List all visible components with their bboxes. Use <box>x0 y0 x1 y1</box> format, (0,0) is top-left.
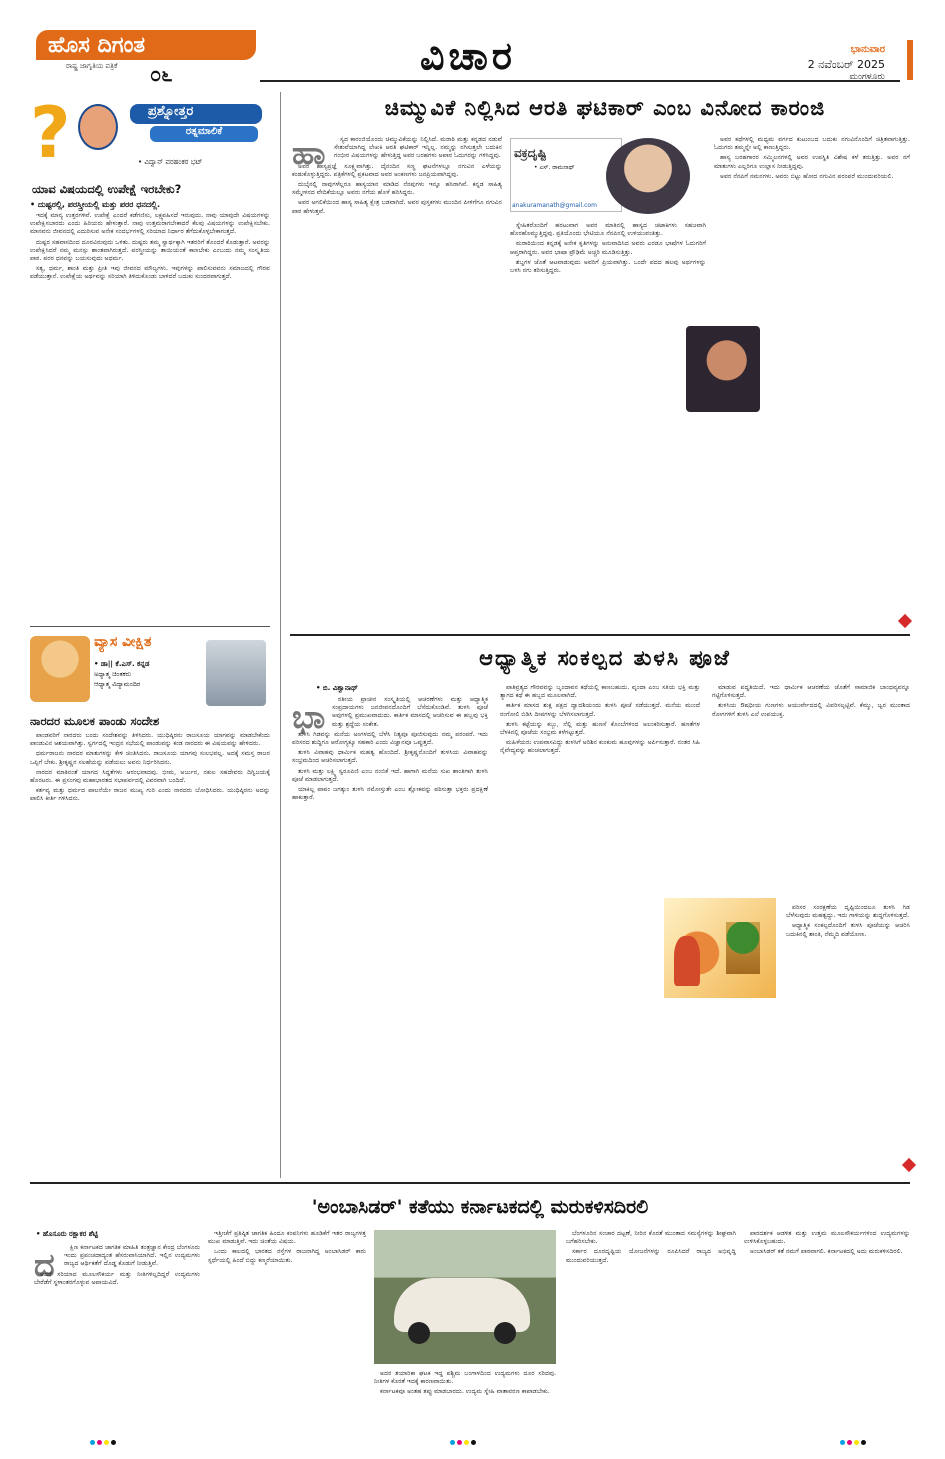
magenta-dot <box>97 1440 102 1445</box>
paragraph: ಹಾಸ್ಯ ಬರಹಗಾರರ ಸಮ್ಮಿಲನಗಳಲ್ಲಿ ಅವರ ಉಪಸ್ಥಿತಿ ವಿಶೇಷ ಕಳೆ ತರುತ್ತಿತ್ತು. ಅವರ ನಗೆ ಮಾತುಗಳು ಎಲ್ಲರಿಗೂ ಉಲ್ಲಾಸ ನೀಡುತ್ತಿದ್ದವು. <box>714 154 910 170</box>
story1-author: • ಎಸ್. ರಾಮನಾಥ್ <box>534 164 575 171</box>
paragraph: ಅದರ ತಯಾರಿಕಾ ಘಟಕ ಇದ್ದ ಪಶ್ಚಿಮ ಬಂಗಾಳದಿಂದ ಉದ್ಯಮಗಳು ದೂರ ಸರಿದವು. ನೀತಿಗಳ ಕೊರತೆ ಇದಕ್ಕೆ ಕಾರಣವಾಯಿತು. <box>374 1370 556 1386</box>
section-divider <box>30 1182 910 1184</box>
qa-column-subtitle: ರತ್ನಮಾಲಿಕೆ <box>150 126 258 142</box>
paragraph: ಇದಕ್ಕೆ ಮಾನ್ಯ ಉತ್ತರಗಳಿವೆ. ಉಪೇಕ್ಷೆ ಎಂದರೆ ಕಡೆಗಣಿಸು, ಲಕ್ಷ್ಯವಹಿಸದೆ ಇರುವುದು. ನಾವು ಯಾವುದೇ ವಿಷಯಗಳನ್ನು ಉಪೇಕ್ಷಿಸಬಾರದು ಎಂದು ಹಿರಿಯರು ಹೇಳುತ್ತಾರೆ. ನಾವು ಉತ್ತಮರಾಗಬೇಕಾದರೆ ಕೆಲವು ವಿಷಯಗಳನ್ನು ಉಪೇಕ್ಷಿಸಬೇಕು. ಮಾನವನು ಜೀವನದಲ್ಲಿ ಎದುರಿಸುವ ಅನೇಕ ಸಂದರ್ಭಗಳಲ್ಲಿ ಸರಿಯಾದ ನಿರ್ಧಾರ ತೆಗೆದುಕೊಳ್ಳಬೇಕಾಗುತ್ತದೆ. <box>30 212 270 236</box>
story3-headline[interactable]: 'ಅಂಬಾಸಿಡರ್' ಕತೆಯು ಕರ್ನಾಟಕದಲ್ಲಿ ಮರುಕಳಿಸದಿರಲಿ <box>311 1196 649 1218</box>
yellow-dot <box>854 1440 859 1445</box>
column-divider <box>280 92 281 1178</box>
paragraph: ಧರ್ಮರಾಜನು ನಾರದರ ಮಾತುಗಳನ್ನು ಕೇಳಿ ಚಿಂತಿಸಿದನು. ರಾಜಸೂಯ ಯಾಗವು ಸುಲಭವಲ್ಲ. ಅದಕ್ಕೆ ಸಮಸ್ತ ರಾಜರ ಒಪ್ಪಿಗೆ ಬೇಕು. ಶ್ರೀಕೃಷ್ಣನ ಸಲಹೆಯನ್ನು ಪಡೆಯಲು ಅವನು ನಿರ್ಧರಿಸಿದನು. <box>30 750 270 766</box>
paragraph: ಪಾತಿವ್ರತ್ಯದ ಗೌರವವನ್ನು ಬೃಂದಾವನ ಕಥೆಯಲ್ಲಿ ಕಾಣಬಹುದು. ವೃಂದಾ ಎಂಬ ಸತಿಯ ಭಕ್ತಿ ಮತ್ತು ತ್ಯಾಗದ ಕಥೆ ಈ ಹಬ್ಬದ ಮೂಲವಾಗಿದೆ. <box>500 684 700 700</box>
paragraph: ಅವರ ಅಗಲಿಕೆಯಿಂದ ಹಾಸ್ಯ ಸಾಹಿತ್ಯ ಕ್ಷೇತ್ರ ಬಡವಾಗಿದೆ. ಅವರ ಪುಸ್ತಕಗಳು ಮುಂದಿನ ಪೀಳಿಗೆಗೂ ನಗುವಿನ ಪಾಠ ಹೇಳುತ್ತವೆ. <box>292 199 502 215</box>
paragraph: ತುಳಸಿ ವಿವಾಹವು ಧಾರ್ಮಿಕ ಮಹತ್ವ ಹೊಂದಿದೆ. ಶ್ರೀಕೃಷ್ಣನೊಂದಿಗೆ ತುಳಸಿಯ ವಿವಾಹವನ್ನು ಸಂಭ್ರಮದಿಂದ ಆಚರಿಸಲಾಗುತ್ತದೆ. <box>292 749 488 765</box>
story1-headline[interactable]: ಚಿಮ್ಮುವಿಕೆ ನಿಲ್ಲಿಸಿದ ಆರತಿ ಘಟಿಕಾರ್ ಎಂಬ ವಿನೋದ ಕಾರಂಜಿ <box>384 96 826 120</box>
masthead <box>0 0 945 86</box>
cyan-dot <box>450 1440 455 1445</box>
header-rule <box>260 80 900 82</box>
qa-author-photo <box>78 104 118 150</box>
tulasi-plant <box>726 922 760 974</box>
ambassador-car-photo <box>374 1230 556 1364</box>
story2-dropcap: ಭಾ <box>292 698 326 736</box>
story3-author: • ಹೊಸೂರು ರಕ್ಷಾಕರ ಶೆಟ್ಟಿ <box>36 1230 98 1238</box>
paragraph: ಪಾಂಡವರಿಗೆ ನಾರದರು ಬಂದು ಸಂದೇಶವನ್ನು ತಿಳಿಸಿದರು. ಯುಧಿಷ್ಠಿರನು ರಾಜಸೂಯ ಯಾಗವನ್ನು ಮಾಡಬೇಕೆಂದು ಪಾಂಡುವಿನ ಆಶಯವಾಗಿತ್ತು. ಸ್ವರ್ಗದಲ್ಲಿ ಇಂದ್ರನ ಸಭೆಯಲ್ಲಿ ಪಾಂಡುವನ್ನು ಕಂಡ ನಾರದರು ಈ ವಿಷಯವನ್ನು ಹೇಳಿದರು. <box>30 732 270 748</box>
black-dot <box>471 1440 476 1445</box>
header-accent-bar <box>907 40 913 80</box>
story3-dropcap: ದ <box>34 1246 55 1284</box>
publication-date: 2 ನವೆಂಬರ್ 2025 <box>807 58 885 71</box>
story2-author: • ಬಿ. ವಿಶ್ವಾನಾಥ್ <box>316 684 358 692</box>
paragraph: ತುಳಸಿ ಕಟ್ಟೆಯನ್ನು ಕಬ್ಬು, ನೆಲ್ಲಿ ಮತ್ತು ಹುಣಸೆ ಕೊಂಬೆಗಳಿಂದ ಅಲಂಕರಿಸುತ್ತಾರೆ. ಹಣತೆಗಳ ಬೆಳಕಿನಲ್ಲಿ ಪೂಜೆಯ ಸಂಭ್ರಮ ಕಳೆಗಟ್ಟುತ್ತದೆ. <box>500 720 700 737</box>
vyasa-author-photo <box>206 640 266 706</box>
vyasa-author-role: ಅಧ್ಯಾತ್ಮ ಚಿಂತಕರು <box>94 670 132 678</box>
story1-author-email[interactable]: anakuramanath@gmail.com <box>512 202 597 209</box>
magenta-dot <box>457 1440 462 1445</box>
story1-body-col3 <box>714 136 910 616</box>
paragraph: ತುಳಸಿ ಮತ್ತು ಲಕ್ಷ್ಮಿ ಸ್ವರೂಪಿಣಿ ಎಂಬ ನಂಬಿಕೆ ಇದೆ. ಹಾಗಾಗಿ ಮನೆಯ ಸುಖ ಶಾಂತಿಗಾಗಿ ತುಳಸಿ ಪೂಜೆ ಮಾಡಲಾಗುತ್ತದೆ. <box>292 767 488 783</box>
section-divider <box>30 626 270 627</box>
paragraph: ಸತ್ಯ, ಧರ್ಮ, ಶಾಂತಿ ಮತ್ತು ಪ್ರೀತಿ ಇವು ಜೀವನದ ಮೌಲ್ಯಗಳು. ಇವುಗಳನ್ನು ಪಾಲಿಸುವವನು ಸಮಾಜದಲ್ಲಿ ಗೌರವ ಪಡೆಯುತ್ತಾನೆ. ಉಪೇಕ್ಷೆಯ ಅರ್ಥವನ್ನು ಸರಿಯಾಗಿ ತಿಳಿದುಕೊಂಡು ಬಾಳಿದರೆ ಬದುಕು ಸುಂದರವಾಗುತ್ತದೆ. <box>30 265 270 281</box>
story1-author-photo <box>606 138 690 214</box>
paragraph: ಅವರ ನೆನಪಿಗೆ ನಮನಗಳು. ಅವರು ಬಿಟ್ಟು ಹೋದ ನಗುವಿನ ಪರಂಪರೆ ಮುಂದುವರಿಯಲಿ. <box>720 172 894 180</box>
paragraph: ರತೀಯ ಪ್ರಾಚೀನ ಸಂಸ್ಕೃತಿಯಲ್ಲಿ ಆಚರಣೆಗಳು ಮತ್ತು ಆಧ್ಯಾತ್ಮಿಕ ಸಂಪ್ರದಾಯಗಳು ಜನಜೀವನದೊಂದಿಗೆ ಬೆಸೆದುಕೊಂಡಿವೆ. ತುಳಸಿ ಪೂಜೆ ಅವುಗಳಲ್ಲಿ ಪ್ರಮುಖವಾದುದು. ಕಾರ್ತಿಕ ಮಾಸದಲ್ಲಿ ಆಚರಿಸುವ ಈ ಹಬ್ಬವು ಭಕ್ತಿ ಮತ್ತು ಶ್ರದ್ಧೆಯ ಸಂಕೇತ. <box>332 696 488 728</box>
section-title: ವಿಚಾರ <box>420 34 516 78</box>
yellow-dot <box>104 1440 109 1445</box>
section-divider <box>290 634 910 636</box>
story2-headline[interactable]: ಆಧ್ಯಾತ್ಮಿಕ ಸಂಕಲ್ಪದ ತುಳಸಿ ಪೂಜೆ <box>479 646 731 670</box>
paragraph: ಕರ್ತವ್ಯ ಮತ್ತು ಧರ್ಮದ ಪಾಲನೆಯೇ ರಾಜನ ಮುಖ್ಯ ಗುರಿ ಎಂದು ನಾರದರು ಬೋಧಿಸಿದರು. ಯುಧಿಷ್ಠಿರನು ಅದನ್ನು ಪಾಲಿಸಿ ಕೀರ್ತಿ ಗಳಿಸಿದನು. <box>30 787 270 803</box>
paragraph: ಸರ್ಕಾರ ದೂರದೃಷ್ಟಿಯ ಯೋಜನೆಗಳನ್ನು ರೂಪಿಸಿದರೆ ರಾಜ್ಯದ ಅಭಿವೃದ್ಧಿ ಮುಂದುವರಿಯುತ್ತದೆ. <box>566 1248 736 1264</box>
paragraph: ಕ್ಷಿಣ ಕರ್ನಾಟಕದ ಜಾಗತಿಕ ಮಾಹಿತಿ ತಂತ್ರಜ್ಞಾನ ಕೇಂದ್ರ ಬೆಂಗಳೂರು ಇಂದು ಪ್ರಪಂಚದಾದ್ಯಂತ ಹೆಸರುವಾಸಿಯಾಗಿದೆ. ಇಲ್ಲಿನ ಉದ್ಯಮಗಳು ರಾಜ್ಯದ ಆರ್ಥಿಕತೆಗೆ ದೊಡ್ಡ ಕೊಡುಗೆ ನೀಡುತ್ತಿವೆ. <box>64 1244 200 1268</box>
paragraph: ಅಂಬಾಸಿಡರ್ ಕತೆ ನಮಗೆ ಪಾಠವಾಗಲಿ. ಕರ್ನಾಟಕದಲ್ಲಿ ಅದು ಮರುಕಳಿಸದಿರಲಿ. <box>750 1248 903 1256</box>
yellow-dot <box>464 1440 469 1445</box>
story2-body-col3 <box>712 684 910 884</box>
story-end-marker-icon <box>898 614 912 628</box>
story3-body-col3 <box>374 1370 556 1426</box>
black-dot <box>111 1440 116 1445</box>
logo-tagline: ರಾಷ್ಟ್ರ ಜಾಗೃತಿಯ ಪತ್ರಿಕೆ <box>66 62 118 70</box>
paragraph: ಅವರ ಕಥೆಗಳಲ್ಲಿ ಮಧ್ಯಮ ವರ್ಗದ ಕುಟುಂಬದ ಬದುಕು ನಗುವಿನೊಂದಿಗೆ ಚಿತ್ರಿತವಾಗುತ್ತಿತ್ತು. ಓದುಗರು ತಮ್ಮನ್ನೇ ಅಲ್ಲಿ ಕಾಣುತ್ತಿದ್ದರು. <box>714 136 910 152</box>
story2-body-col3b <box>786 904 910 1164</box>
logo-text: ಹೊಸ ದಿಗಂತ <box>36 30 256 60</box>
qa-subhead: • ದುಷ್ಟರಲ್ಲಿ, ಪರಸ್ತ್ರೀಯಲ್ಲಿ ಮತ್ತು ಪರರ ಧನದಲ್ಲಿ. <box>30 200 161 209</box>
qa-body <box>30 212 270 622</box>
registration-dots <box>90 1440 116 1445</box>
paragraph: ಮಹಿಳೆಯರು ಉಪವಾಸವಿದ್ದು ತುಳಸಿಗೆ ಅರಿಶಿನ ಕುಂಕುಮ ಹೂವುಗಳನ್ನು ಅರ್ಪಿಸುತ್ತಾರೆ. ನಂತರ ಸಿಹಿ ನೈವೇದ್ಯವನ್ನು ಹಂಚಲಾಗುತ್ತದೆ. <box>500 739 700 755</box>
paragraph: ಬೆಂಗಳೂರಿನ ಸಂಚಾರ ದಟ್ಟಣೆ, ನೀರಿನ ಕೊರತೆ ಮುಂತಾದ ಸಮಸ್ಯೆಗಳನ್ನು ಶೀಘ್ರವಾಗಿ ಬಗೆಹರಿಸಬೇಕು. <box>566 1230 736 1246</box>
paragraph: ಅವರ ಹಾಸ್ಯಪ್ರಜ್ಞೆ ಸೂಕ್ಷ್ಮವಾಗಿತ್ತು. ದೈನಂದಿನ ಸಣ್ಣ ಘಟನೆಗಳಲ್ಲೂ ನಗುವಿನ ಎಳೆಯನ್ನು ಕಂಡುಕೊಳ್ಳುತ್ತಿದ್ದರು. ಪತ್ರಿಕೆಗಳಲ್ಲಿ ಪ್ರಕಟವಾದ ಅವರ ಅಂಕಣಗಳು ಜನಪ್ರಿಯವಾಗಿದ್ದವು. <box>292 162 502 178</box>
story3-body-col4 <box>566 1230 736 1424</box>
paragraph: ಶಬ್ದಗಳ ಜೊತೆ ಆಟವಾಡುವುದು ಅವರಿಗೆ ಪ್ರಿಯವಾಗಿತ್ತು. ಒಂದೇ ಪದದ ಹಲವು ಅರ್ಥಗಳನ್ನು ಬಳಸಿ ನಗು ತರಿಸುತ್ತಿದ್ದರು. <box>510 258 706 275</box>
paragraph: ಪರಿಸರ ಸಂರಕ್ಷಣೆಯ ದೃಷ್ಟಿಯಿಂದಲೂ ತುಳಸಿ ಗಿಡ ಬೆಳೆಸುವುದು ಮಹತ್ವದ್ದು. ಇದು ಗಾಳಿಯನ್ನು ಶುದ್ಧಗೊಳಿಸುತ್ತದೆ. <box>786 904 910 920</box>
story3-body-col1 <box>34 1244 200 1424</box>
registration-dots <box>450 1440 476 1445</box>
woman-figure <box>674 936 700 986</box>
paragraph: ಕರ್ನಾಟಕವೂ ಅಂತಹ ತಪ್ಪು ಮಾಡಬಾರದು. ಉದ್ಯಮ ಸ್ನೇಹಿ ವಾತಾವರಣ ಕಾಪಾಡಬೇಕು. <box>380 1388 550 1396</box>
paragraph: ತುಳಸಿ ಗಿಡವನ್ನು ಮನೆಯ ಅಂಗಳದಲ್ಲಿ ಬೆಳೆಸಿ ನಿತ್ಯವೂ ಪೂಜಿಸುವುದು ನಮ್ಮ ಪರಂಪರೆ. ಇದು ಪರಿಸರದ ಶುದ್ಧಿಗೂ ಆರೋಗ್ಯಕ್ಕೂ ಸಹಕಾರಿ ಎಂದು ವಿಜ್ಞಾನವೂ ಒಪ್ಪುತ್ತದೆ. <box>292 730 488 747</box>
paragraph: ಸ್ನೇಹಿತರೊಂದಿಗೆ ಹರಟುವಾಗ ಅವರ ಮಾತಿನಲ್ಲಿ ಹಾಸ್ಯದ ಚಟಾಕಿಗಳು ಸಹಜವಾಗಿ ಹೊರಹೊಮ್ಮುತ್ತಿದ್ದವು. ಪ್ರತಿಯೊಂದು ಭೇಟಿಯೂ ನೆನಪಿನಲ್ಲಿ ಉಳಿಯುವಂತಿತ್ತು. <box>510 222 706 238</box>
story3-body-col2 <box>208 1230 366 1424</box>
paragraph: ಆಧ್ಯಾತ್ಮಿಕ ಸಂಕಲ್ಪದೊಂದಿಗೆ ತುಳಸಿ ಪೂಜೆಯನ್ನು ಆಚರಿಸಿ ಬದುಕಿನಲ್ಲಿ ಶಾಂತಿ, ನೆಮ್ಮದಿ ಪಡೆಯೋಣ. <box>786 922 910 938</box>
car-wheel <box>408 1322 430 1344</box>
vyasa-column-title: ವ್ಯಾಸ ವೀಕ್ಷಿತ <box>94 634 152 650</box>
story1-dropcap: ಹಾ <box>292 134 326 172</box>
cyan-dot <box>840 1440 845 1445</box>
question-mark-icon: ? <box>30 92 71 174</box>
column-name: ವಕ್ರದೃಷ್ಟಿ <box>514 146 547 160</box>
vyasa-author-role-2: ಆಧ್ಯಾತ್ಮ ವಿದ್ಯಾಮಂದಿರ <box>94 680 141 688</box>
story1-body-col1 <box>292 136 502 626</box>
paragraph: ಮರಾಠಿಯಿಂದ ಕನ್ನಡಕ್ಕೆ ಅನೇಕ ಕೃತಿಗಳನ್ನು ಅನುವಾದಿಸಿದ ಅವರು ಎರಡೂ ಭಾಷೆಗಳ ಓದುಗರಿಗೆ ಆಪ್ತರಾಗಿದ್ದರು. ಅವರ ಭಾಷಾ ಪ್ರೌಢಿಮೆ ಅಚ್ಚರಿ ಮೂಡಿಸುತ್ತಿತ್ತು. <box>510 240 706 256</box>
edition-name: ಮಂಗಳೂರು <box>849 72 885 82</box>
paragraph: ಮಾಡುವ ಪದ್ಧತಿಯಿದೆ. ಇದು ಧಾರ್ಮಿಕ ಆಚರಣೆಯ ಜೊತೆಗೆ ಸಾಮಾಜಿಕ ಬಾಂಧವ್ಯವನ್ನೂ ಗಟ್ಟಿಗೊಳಿಸುತ್ತದೆ. <box>712 684 910 700</box>
vyasa-body <box>30 732 270 1172</box>
qa-headline[interactable]: ಯಾವ ವಿಷಯದಲ್ಲಿ ಉಪೇಕ್ಷೆ ಇರಬೇಕು? <box>32 182 182 196</box>
newspaper-logo[interactable] <box>36 30 256 84</box>
vyasa-sage-illustration <box>30 636 90 702</box>
vyasa-author: • ಡಾ|| ಕೆ.ಎಸ್. ಕನ್ನಡ <box>94 660 150 668</box>
black-dot <box>861 1440 866 1445</box>
story1-body-col2 <box>510 222 706 626</box>
paragraph: ಪಾರದರ್ಶಕ ಆಡಳಿತ ಮತ್ತು ಉತ್ತಮ ಮೂಲಸೌಕರ್ಯಗಳಿಂದ ಉದ್ಯಮಗಳನ್ನು ಉಳಿಸಿಕೊಳ್ಳಬಹುದು. <box>744 1230 910 1246</box>
publication-day: ಭಾನುವಾರ <box>850 44 885 55</box>
page-number: ೦೬ <box>150 62 173 86</box>
tulasi-pooja-illustration <box>664 898 776 998</box>
paragraph: ಸ್ಯದ ಕಾರಂಜಿಯೊಂದು ಚಿಮ್ಮುವಿಕೆಯನ್ನು ನಿಲ್ಲಿಸಿದೆ. ಮರಾಠಿ ಮತ್ತು ಕನ್ನಡದ ನಡುವೆ ಸೇತುವೆಯಾಗಿದ್ದ ಲೇಖಕಿ ಆರತಿ ಘಟಿಕಾರ್ ಇನ್ನಿಲ್ಲ. ನಮ್ಮನ್ನು ನಗಿಸುತ್ತಲೇ ಬದುಕಿನ ಗಂಭೀರ ವಿಷಯಗಳನ್ನು ಹೇಳುತ್ತಿದ್ದ ಅವರ ಬರಹಗಳು ಅಪಾರ ಓದುಗರನ್ನು ಗಳಿಸಿದ್ದವು. <box>334 136 502 160</box>
paragraph: ನಾರದರ ಮಾತಿನಂತೆ ಯಾಗದ ಸಿದ್ಧತೆಗಳು ಆರಂಭವಾದವು. ಭೀಮ, ಅರ್ಜುನ, ನಕುಲ ಸಹದೇವರು ದಿಗ್ವಿಜಯಕ್ಕೆ ಹೊರಟರು. ಈ ಪ್ರಸಂಗವು ಮಹಾಭಾರತದ ಸಭಾಪರ್ವದಲ್ಲಿ ವಿವರವಾಗಿ ಬಂದಿದೆ. <box>30 768 270 785</box>
car-wheel <box>494 1322 516 1344</box>
paragraph: ಕಾರ್ತಿಕ ಮಾಸದ ಶುಕ್ಲ ಪಕ್ಷದ ದ್ವಾದಶಿಯಂದು ತುಳಸಿ ಪೂಜೆ ನಡೆಯುತ್ತದೆ. ಮನೆಯ ಮುಂದೆ ರಂಗೋಲಿ ಬಿಡಿಸಿ ದೀಪಗಳನ್ನು ಬೆಳಗಿಸಲಾಗುತ್ತದೆ. <box>500 702 700 718</box>
paragraph: ಇತ್ತೀಚೆಗೆ ಪ್ರತಿಷ್ಠಿತ ಜಾಗತಿಕ ಹಿಂದೂ ಕಂಪನಿಗಳು ಹೂಡಿಕೆಗೆ ಇತರ ರಾಜ್ಯಗಳತ್ತ ಮುಖ ಮಾಡುತ್ತಿವೆ. ಇದು ಚಿಂತೆಯ ವಿಷಯ. <box>208 1230 366 1246</box>
registration-dots <box>840 1440 866 1445</box>
story3-body-col5 <box>744 1230 910 1424</box>
paragraph: ಯಾಕಿಲ್ಲ ಪಾಪಂ ಜಗತ್ಕುಂ ತುಳಸಿ ನಮೋಸ್ತುತೇ ಎಂಬ ಶ್ಲೋಕವನ್ನು ಪಠಿಸುತ್ತಾ ಭಕ್ತರು ಪ್ರದಕ್ಷಿಣೆ ಹಾಕುತ್ತಾರೆ. <box>292 786 488 802</box>
paragraph: ಒಂದು ಕಾಲದಲ್ಲಿ ಭಾರತದ ರಸ್ತೆಗಳ ರಾಜನಾಗಿದ್ದ ಅಂಬಾಸಿಡರ್ ಕಾರು ಸ್ಪರ್ಧೆಯಲ್ಲಿ ಹಿಂದೆ ಬಿದ್ದು ಕಣ್ಮರೆಯಾಯಿತು. <box>208 1248 366 1264</box>
paragraph: ದುಬೈನಲ್ಲಿ ನಾವುಗಳೆಲ್ಲರೂ ಹಾಸ್ಯಯಾನ ಮಾಡಿದ ನೆನಪುಗಳು ಇನ್ನೂ ಹಸಿರಾಗಿವೆ. ಕನ್ನಡ ಸಾಹಿತ್ಯ ಸಮ್ಮೇಳನದ ವೇದಿಕೆಯಲ್ಲೂ ಅವರು ನಗೆಯ ಹೊಳೆ ಹರಿಸಿದ್ದರು. <box>292 181 502 197</box>
paragraph: ಆದರೆ ಸರಿಯಾದ ಮೂಲಸೌಕರ್ಯ ಮತ್ತು ನೀತಿಗಳಿಲ್ಲದಿದ್ದರೆ ಉದ್ಯಮಗಳು ಬೇರೆಡೆಗೆ ಸ್ಥಳಾಂತರಗೊಳ್ಳುವ ಅಪಾಯವಿದೆ. <box>34 1270 200 1286</box>
qa-author: • ವಿದ್ವಾನ್ ವರಹಂಕರ ಭಟ್ <box>138 158 203 166</box>
story2-body-col1 <box>292 696 488 1166</box>
paragraph: ದುಷ್ಟರ ಸಹವಾಸದಿಂದ ದೂರವಿರುವುದು ಒಳಿತು. ದುಷ್ಟರು ತಮ್ಮ ಸ್ವಾರ್ಥಕ್ಕಾಗಿ ಇತರರಿಗೆ ತೊಂದರೆ ಕೊಡುತ್ತಾರೆ. ಅವರನ್ನು ಉಪೇಕ್ಷಿಸಿದರೆ ನಮ್ಮ ಮನಸ್ಸು ಶಾಂತವಾಗಿರುತ್ತದೆ. ಪರಸ್ತ್ರೀಯನ್ನು ತಾಯಿಯಂತೆ ಕಾಣಬೇಕು ಎಂಬುದು ನಮ್ಮ ಸಂಸ್ಕೃತಿಯ ಪಾಠ. ಪರರ ಧನವನ್ನು ಬಯಸುವುದು ಅಧರ್ಮ. <box>30 238 270 263</box>
qa-column-title: ಪ್ರಶ್ನೋತ್ತರ <box>130 104 262 124</box>
magenta-dot <box>847 1440 852 1445</box>
vyasa-headline[interactable]: ನಾರದರ ಮೂಲಕ ಪಾಂಡು ಸಂದೇಶ <box>30 714 160 728</box>
paragraph: ತುಳಸಿಯ ಔಷಧೀಯ ಗುಣಗಳು ಆಯುರ್ವೇದದಲ್ಲಿ ವಿವರಿಸಲ್ಪಟ್ಟಿವೆ. ಕೆಮ್ಮು, ಜ್ವರ ಮುಂತಾದ ರೋಗಗಳಿಗೆ ತುಳಸಿ ಎಲೆ ಉಪಯುಕ್ತ. <box>712 702 910 718</box>
cyan-dot <box>90 1440 95 1445</box>
